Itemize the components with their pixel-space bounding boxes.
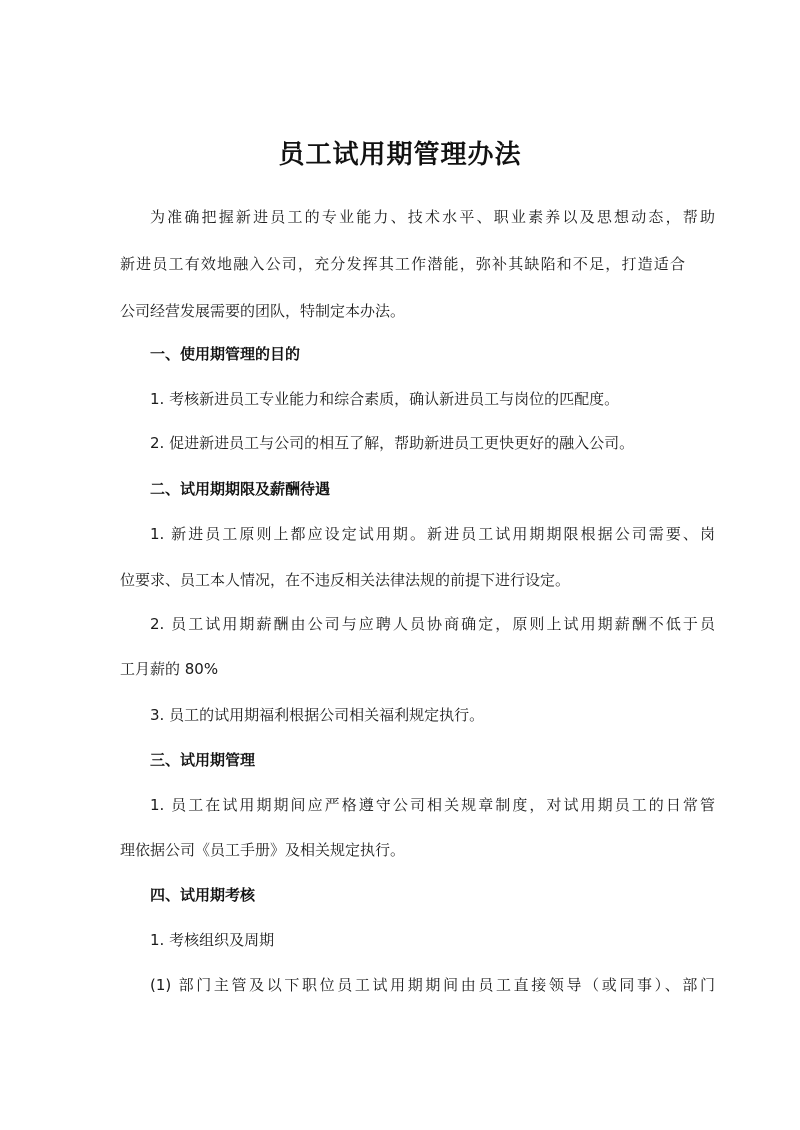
section-1-item-2: 2. 促进新进员工与公司的相互了解，帮助新进员工更快更好的融入公司。 [150, 434, 635, 452]
section-heading-4: 四、试用期考核 [150, 886, 256, 904]
section-2-item-3: 3. 员工的试用期福利根据公司相关福利规定执行。 [150, 706, 485, 724]
section-3-item-1-line-2: 理依据公司《员工手册》及相关规定执行。 [120, 841, 406, 859]
section-4-subitem-1: (1) 部门主管及以下职位员工试用期期间由员工直接领导（或同事）、部门 [150, 976, 715, 994]
section-2-item-1-line-2: 位要求、员工本人情况，在不违反相关法律法规的前提下进行设定。 [120, 571, 571, 589]
section-2-item-1-line-1: 1. 新进员工原则上都应设定试用期。新进员工试用期期限根据公司需要、岗 [150, 525, 715, 543]
section-heading-1: 一、使用期管理的目的 [150, 345, 301, 363]
intro-line-3: 公司经营发展需要的团队，特制定本办法。 [120, 302, 406, 320]
section-4-item-1: 1. 考核组织及周期 [150, 931, 275, 949]
section-2-item-2-line-1: 2. 员工试用期薪酬由公司与应聘人员协商确定，原则上试用期薪酬不低于员 [150, 615, 715, 633]
section-3-item-1-line-1: 1. 员工在试用期期间应严格遵守公司相关规章制度，对试用期员工的日常管 [150, 796, 715, 814]
intro-line-2: 新进员工有效地融入公司，充分发挥其工作潜能，弥补其缺陷和不足，打造适合 [120, 255, 685, 273]
document-title: 员工试用期管理办法 [278, 140, 522, 170]
section-2-item-2-line-2: 工月薪的 80% [120, 660, 219, 678]
section-heading-2: 二、试用期期限及薪酬待遇 [150, 480, 331, 498]
intro-line-1: 为准确把握新进员工的专业能力、技术水平、职业素养以及思想动态，帮助 [150, 208, 715, 226]
section-1-item-1: 1. 考核新进员工专业能力和综合素质，确认新进员工与岗位的匹配度。 [150, 390, 620, 408]
section-heading-3: 三、试用期管理 [150, 751, 256, 769]
